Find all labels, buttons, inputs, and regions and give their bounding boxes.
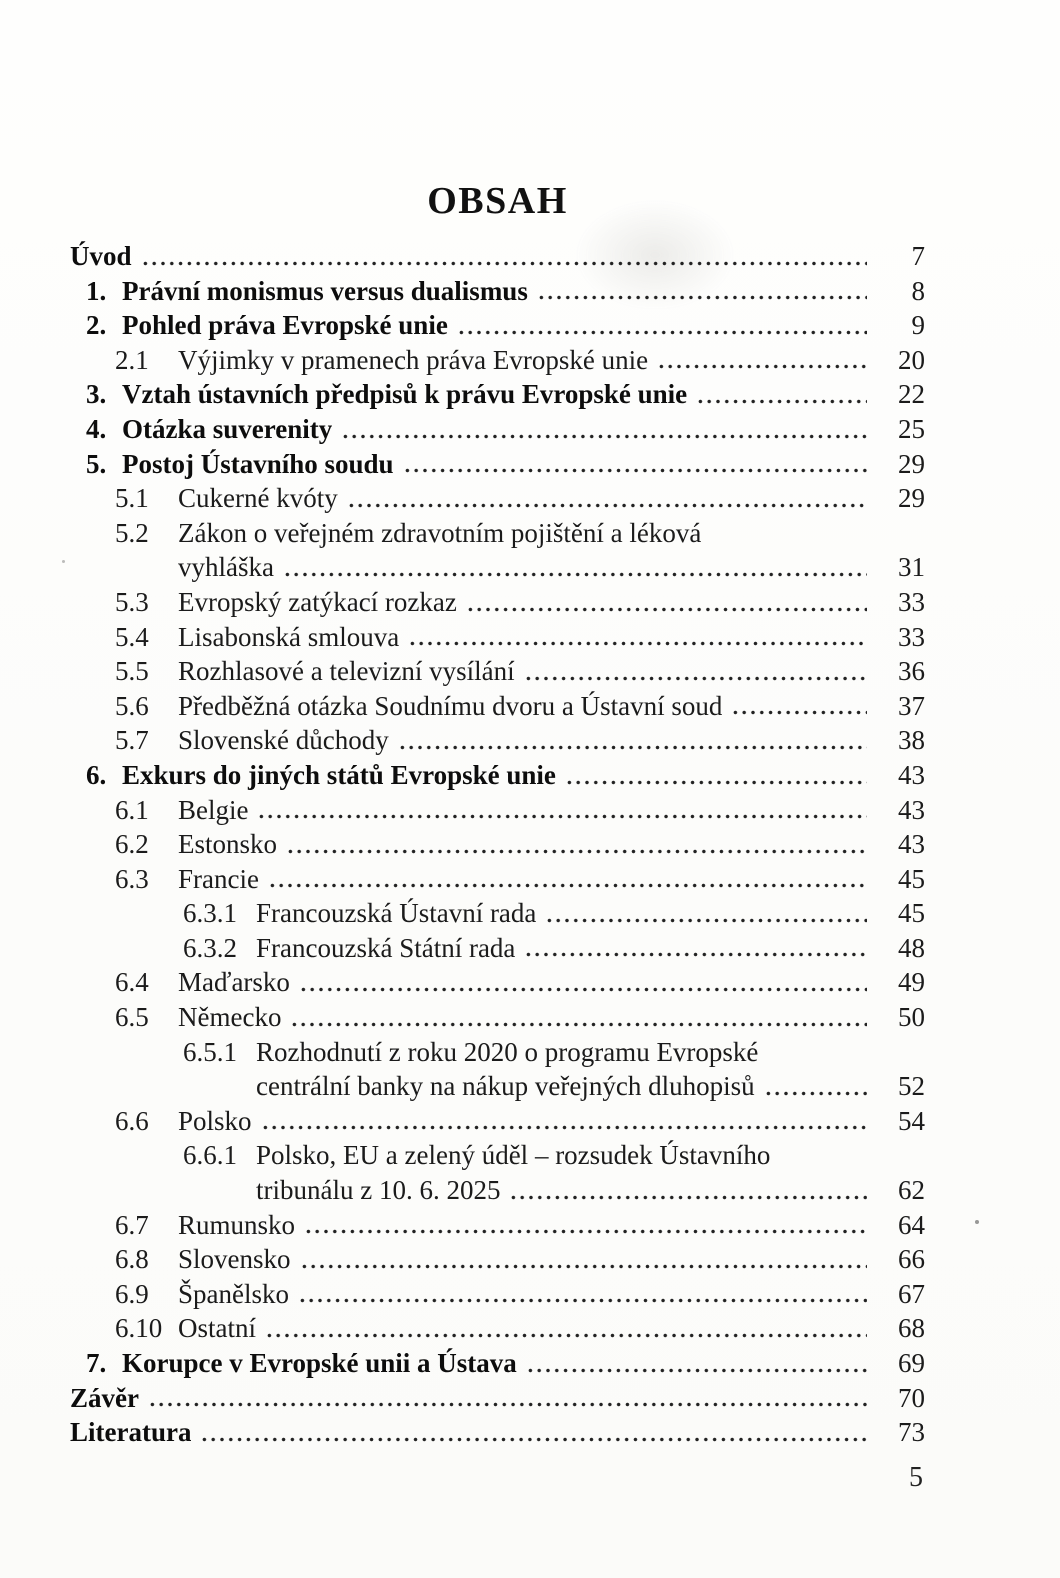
dot-leader: [299, 985, 867, 994]
toc-entry-label: Exkurs do jiných států Evropské unie: [122, 759, 556, 790]
toc-entry-page: 67: [898, 1278, 925, 1309]
toc-entry-page: 31: [898, 552, 925, 583]
toc-entry-label: Literatura: [70, 1417, 192, 1448]
toc-entry-page: 50: [898, 1002, 925, 1033]
toc-entry-number: 5.6: [115, 690, 149, 721]
toc-entry-page: 37: [898, 690, 925, 721]
toc-entry-number: 5.: [86, 448, 107, 479]
toc-entry: [70, 481, 925, 516]
toc-entry: [70, 343, 925, 378]
toc-entry-label: Německo: [178, 1002, 282, 1033]
dot-leader: [257, 812, 867, 821]
toc-entry-page: 45: [898, 863, 925, 894]
toc-entry-page: 48: [898, 932, 925, 963]
page-title: OBSAH: [427, 180, 568, 223]
toc-entry-label: Závěr: [70, 1382, 139, 1413]
scan-artifact: [975, 1220, 979, 1224]
toc-entry: [70, 654, 925, 689]
toc-entry-label: centrální banky na nákup veřejných dluhopisů: [256, 1071, 755, 1102]
toc-entry-label: Polsko: [178, 1105, 252, 1136]
toc-entry: [70, 723, 925, 758]
dot-leader: [731, 708, 867, 717]
toc-entry-label: Maďarsko: [178, 967, 290, 998]
dot-leader: [537, 293, 867, 302]
dot-leader: [526, 1366, 867, 1375]
toc-entry: [70, 308, 925, 343]
toc-entry-page: 25: [898, 413, 925, 444]
toc-entry-page: 38: [898, 725, 925, 756]
toc-entry-number: 5.2: [115, 517, 149, 548]
toc-entry-number: 6.3.2: [183, 932, 237, 963]
toc-entry-label: Postoj Ústavního soudu: [122, 448, 394, 479]
toc-entry-number: 3.: [86, 379, 107, 410]
toc-entry-page: 43: [898, 759, 925, 790]
toc-entry: [70, 1277, 925, 1312]
toc-entry-label: Rozhlasové a televizní vysílání: [178, 656, 515, 687]
toc-entry-number: 6.2: [115, 829, 149, 860]
toc-entry-label: Rozhodnutí z roku 2020 o programu Evropské: [256, 1036, 759, 1067]
toc-entry-page: 7: [911, 241, 925, 271]
toc-entry-label: Ostatní: [178, 1313, 256, 1344]
toc-entry: [70, 412, 925, 447]
dot-leader: [304, 1227, 867, 1236]
toc-entry-page: 52: [898, 1071, 925, 1102]
dot-leader: [283, 570, 867, 579]
toc-entry: [70, 447, 925, 482]
toc-entry-number: 6.6.1: [183, 1140, 237, 1171]
toc-entry-label: Zákon o veřejném zdravotním pojištění a léková: [178, 517, 702, 548]
toc-entry-page: 45: [898, 898, 925, 929]
toc-entry: [70, 1104, 925, 1139]
toc-entry-label: Předběžná otázka Soudnímu dvoru a Ústavní soud: [178, 690, 723, 721]
toc-entry-label: Cukerné kvóty: [178, 483, 338, 514]
dot-leader: [286, 847, 867, 856]
dot-leader: [290, 1020, 867, 1029]
toc-entry-label: Úvod: [70, 241, 132, 271]
toc-entry-number: 5.7: [115, 725, 149, 756]
dot-leader: [347, 501, 867, 510]
toc-entry: [70, 1069, 925, 1104]
dot-leader: [298, 1296, 867, 1305]
dot-leader: [261, 1123, 867, 1132]
toc-entry-number: 4.: [86, 413, 107, 444]
toc-entry-page: 66: [898, 1244, 925, 1275]
toc-entry: [70, 689, 925, 724]
toc-entry-label: Výjimky v pramenech práva Evropské unie: [178, 344, 649, 375]
toc-entry-label: Španělsko: [178, 1278, 289, 1309]
toc-entry-number: 6.4: [115, 967, 149, 998]
toc-entry-number: 2.1: [115, 344, 149, 375]
toc-entry: [70, 1311, 925, 1346]
toc-entry: [70, 1138, 925, 1173]
toc-entry: [70, 620, 925, 655]
dot-leader: [565, 778, 867, 787]
dot-leader: [398, 743, 867, 752]
toc-entry-page: 73: [898, 1417, 925, 1448]
dot-leader: [268, 881, 867, 890]
scan-artifact: [62, 560, 65, 563]
toc-entry-label: Rumunsko: [178, 1209, 296, 1240]
toc-entry: [70, 1208, 925, 1243]
toc-entry: [70, 1173, 925, 1208]
toc-entry-number: 1.: [86, 275, 107, 306]
toc-entry-label: tribunálu z 10. 6. 2025: [256, 1175, 501, 1206]
toc-entry: [70, 931, 925, 966]
toc-entry-label: vyhláška: [178, 552, 274, 583]
toc-entry-number: 5.5: [115, 656, 149, 687]
dot-leader: [341, 432, 867, 441]
toc-entry: [70, 965, 925, 1000]
toc-entry: [70, 862, 925, 897]
dot-leader: [408, 639, 867, 648]
dot-leader: [524, 674, 867, 683]
toc-entry-page: 43: [898, 829, 925, 860]
toc-entry-label: Pohled práva Evropské unie: [122, 310, 448, 341]
toc-entry-number: 2.: [86, 310, 107, 341]
toc-entry-label: Francouzská Ústavní rada: [256, 898, 537, 929]
toc-entry: [70, 758, 925, 793]
toc-entry-page: 33: [898, 621, 925, 652]
toc-entry-number: 6.1: [115, 794, 149, 825]
dot-leader: [403, 466, 867, 475]
toc-entry-label: Otázka suverenity: [122, 413, 333, 444]
toc-entry-page: 62: [898, 1175, 925, 1206]
dot-leader: [764, 1089, 867, 1098]
toc-entry-label: Slovenské důchody: [178, 725, 389, 756]
toc-entry-page: 69: [898, 1348, 925, 1378]
toc-entry-label: Francie: [178, 863, 259, 894]
toc-entry-page: 64: [898, 1209, 925, 1240]
toc-entry-number: 6.6: [115, 1105, 149, 1136]
dot-leader: [200, 1435, 867, 1444]
toc-entry-page: 49: [898, 967, 925, 998]
toc-entry-page: 54: [898, 1105, 925, 1136]
toc-entry: [70, 896, 925, 931]
toc-entry-label: Vztah ústavních předpisů k právu Evropské unie: [122, 379, 688, 410]
dot-leader: [457, 328, 867, 337]
toc-entry-number: 5.1: [115, 483, 149, 514]
dot-leader: [696, 397, 867, 406]
toc-entry-label: Evropský zatýkací rozkaz: [178, 586, 457, 617]
toc-entry-number: 5.3: [115, 586, 149, 617]
toc-entry: [70, 239, 925, 274]
toc-entry-label: Slovensko: [178, 1244, 291, 1275]
toc-entry: [70, 1242, 925, 1277]
toc-entry: [70, 274, 925, 309]
dot-leader: [657, 362, 867, 371]
toc-entry: [70, 1415, 925, 1450]
table-of-contents: [70, 239, 925, 1450]
toc-entry: [70, 377, 925, 412]
dot-leader: [141, 259, 867, 268]
toc-entry-page: 36: [898, 656, 925, 687]
toc-entry-label: Belgie: [178, 794, 249, 825]
toc-entry: [70, 550, 925, 585]
toc-entry: [70, 1346, 925, 1381]
dot-leader: [466, 605, 867, 614]
toc-entry-page: 43: [898, 794, 925, 825]
dot-leader: [265, 1331, 867, 1340]
dot-leader: [148, 1400, 867, 1409]
toc-entry-number: 6.5.1: [183, 1036, 237, 1067]
toc-entry-number: 6.: [86, 759, 107, 790]
toc-entry: [70, 827, 925, 862]
toc-entry-number: 7.: [86, 1348, 107, 1378]
toc-entry-number: 6.9: [115, 1278, 149, 1309]
toc-entry-page: 9: [911, 310, 925, 341]
dot-leader: [300, 1262, 867, 1271]
toc-entry-number: 6.8: [115, 1244, 149, 1275]
toc-entry-page: 68: [898, 1313, 925, 1344]
toc-entry: [70, 1035, 925, 1070]
toc-entry-page: 20: [898, 344, 925, 375]
toc-entry-page: 70: [898, 1382, 925, 1413]
toc-entry-page: 33: [898, 586, 925, 617]
toc-entry: [70, 793, 925, 828]
toc-entry-label: Korupce v Evropské unii a Ústava: [122, 1348, 517, 1378]
toc-entry-number: 6.7: [115, 1209, 149, 1240]
toc-entry-number: 6.3: [115, 863, 149, 894]
toc-entry: [70, 516, 925, 551]
dot-leader: [509, 1193, 867, 1202]
dot-leader: [524, 950, 867, 959]
toc-entry-label: Polsko, EU a zelený úděl – rozsudek Ústavního: [256, 1140, 771, 1171]
toc-entry-number: 6.5: [115, 1002, 149, 1033]
toc-entry-number: 5.4: [115, 621, 149, 652]
toc-entry-label: Právní monismus versus dualismus: [122, 275, 528, 306]
toc-entry-page: 8: [911, 275, 925, 306]
toc-entry: [70, 1381, 925, 1416]
dot-leader: [545, 916, 867, 925]
toc-entry-number: 6.3.1: [183, 898, 237, 929]
toc-entry-label: Francouzská Státní rada: [256, 932, 516, 963]
toc-entry-label: Lisabonská smlouva: [178, 621, 400, 652]
toc-entry-page: 29: [898, 448, 925, 479]
toc-entry-label: Estonsko: [178, 829, 278, 860]
toc-entry: [70, 1000, 925, 1035]
toc-entry: [70, 585, 925, 620]
page-number: 5: [909, 1462, 923, 1493]
toc-entry-page: 22: [898, 379, 925, 410]
toc-entry-number: 6.10: [115, 1313, 163, 1344]
toc-entry-page: 29: [898, 483, 925, 514]
